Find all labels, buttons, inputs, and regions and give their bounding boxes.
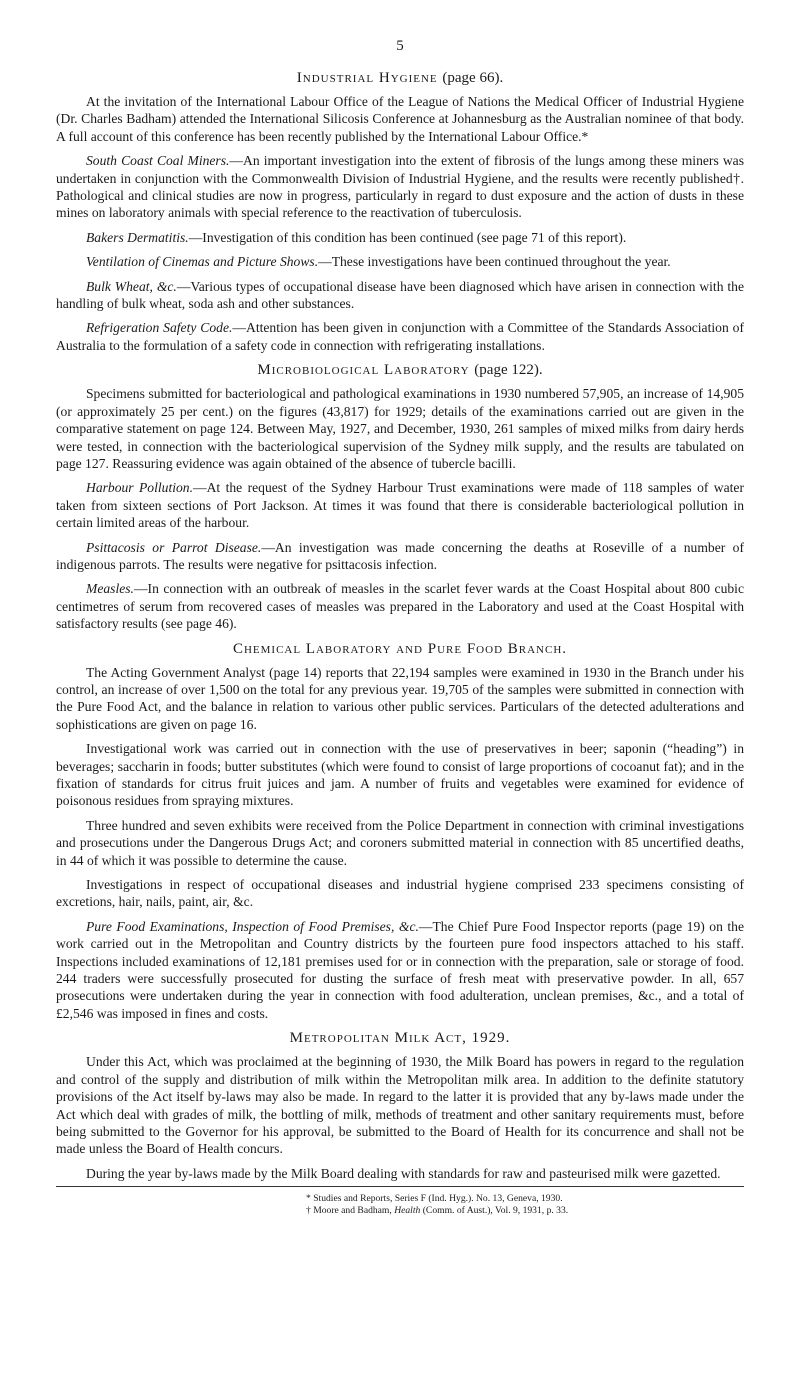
footnote-pre: * Studies and Reports, Series F (Ind. Hyg.). No. 13, Geneva, 1930.	[306, 1193, 563, 1205]
paragraph-lead: Ventilation of Cinemas and Picture Shows.	[86, 254, 319, 270]
paragraph-lead: Bulk Wheat, &c.	[86, 278, 177, 294]
paragraph	[56, 580, 744, 632]
footnote	[306, 1205, 744, 1217]
section-heading	[56, 70, 744, 87]
paragraph-lead: Pure Food Examinations, Inspection of Food Premises, &c.	[86, 918, 419, 934]
paragraph-text: —An investigation was made concerning the deaths at Roseville of a number of indigenous parrots. The results were negative for psittacosis infection.	[56, 539, 744, 572]
paragraph-text: —Attention has been given in conjunction with a Committee of the Standards Association of Australia to the formulation of a safety code in connection with refrigerating installations.	[56, 320, 744, 353]
footnote-pre: † Moore and Badham,	[306, 1205, 395, 1217]
paragraph-text: —Various types of occupational disease have been diagnosed which have arisen in connection with the handling of bulk wheat, soda ash and other substances.	[56, 278, 744, 312]
paragraph	[56, 385, 744, 472]
paragraph	[56, 1165, 744, 1182]
section-heading-text: Chemical Laboratory and Pure Food Branch.	[232, 640, 568, 657]
section-heading-text: Metropolitan Milk Act, 1929.	[289, 1030, 511, 1047]
paragraph-text: —An important investigation into the extent of fibrosis of the lungs among these miners was undertaken in conjunction with the Commonwealth Division of Industrial Hygiene, and the results were recently published†. Pathological and clinical studies are now in progress, particularly in regard to dust exposure and the action of dusts in these mines on laboratory animals with special reference to the reactivation of tuberculosis.	[56, 153, 744, 221]
paragraph	[56, 1053, 744, 1157]
paragraph-text: —Investigation of this condition has been continued (see page 71 of this report).	[188, 229, 627, 245]
section-page-reference: (page 122).	[474, 362, 543, 379]
section-heading	[56, 362, 744, 379]
paragraph-text: —At the request of the Sydney Harbour Trust examinations were made of 118 samples of water taken from sixteen sections of Port Jackson. At times it was found that there is considerable bacteriological pollution in certain limited areas of the harbour.	[56, 480, 744, 531]
paragraph-text: Investigational work was carried out in connection with the use of preservatives in beer; saponin (“heading”) in beverages; saccharin in foods; butter substitutes (which were found to consist of large proportions of cocoanut fat); and in the fixation of standards for citrus fruit juices and jam. A number of fruits and vegetables were examined for evidence of poisonous residues from spraying mixtures.	[56, 741, 744, 809]
paragraph-lead: South Coast Coal Miners.	[86, 153, 230, 169]
paragraph	[56, 664, 744, 734]
section-heading	[56, 1030, 744, 1047]
page-number: 5	[396, 38, 404, 54]
paragraph-lead: Bakers Dermatitis.	[86, 229, 189, 245]
paragraph	[56, 539, 744, 574]
paragraph-text: Specimens submitted for bacteriological and pathological examinations in 1930 numbered 57,905, an increase of 14,905 (or approximately 25 per cent.) on the figures (43,817) for 1929; details of the examinations carried out are given in the comparative statement on page 124. Between May, 1927, and December, 1930, 261 samples of mixed milks from dairy herds were tested, in connection with the bacteriological supervision of the Sydney milk supply, and the results are tabulated on page 127. Reassuring evidence was again obtained of the absence of tubercle bacilli.	[56, 386, 744, 471]
paragraph	[56, 319, 744, 354]
paragraph	[56, 817, 744, 869]
document-body	[56, 70, 744, 1182]
footnote-rule	[56, 1186, 744, 1187]
footnote-italic: Health	[394, 1205, 421, 1217]
paragraph-text: Investigations in respect of occupational diseases and industrial hygiene comprised 233 specimens consisting of excretions, hair, nails, paint, air, &c.	[56, 877, 744, 910]
footnote-post: (Comm. of Aust.), Vol. 9, 1931, p. 33.	[420, 1205, 569, 1217]
paragraph-text: At the invitation of the International Labour Office of the League of Nations the Medical Officer of Industrial Hygiene (Dr. Charles Badham) attended the International Silicosis Conference at Johannesburg as the Australian nominee of that body. A full account of this conference has been recently published by the International Labour Office.*	[56, 94, 744, 144]
section-heading-text: Industrial Hygiene	[296, 70, 438, 86]
section-heading	[56, 641, 744, 658]
paragraph	[56, 93, 744, 145]
paragraph-lead: Harbour Pollution.	[86, 480, 193, 496]
paragraph-lead: Refrigeration Safety Code.	[86, 320, 233, 336]
paragraph-text: Three hundred and seven exhibits were received from the Police Department in connection with criminal investigations and prosecutions under the Dangerous Drugs Act; and coroners submitted material in connection with 85 uncertified deaths, in 44 of which it was possible to determine the cause.	[56, 817, 744, 868]
footnote	[306, 1193, 744, 1205]
paragraph-lead: Psittacosis or Parrot Disease.	[86, 539, 262, 555]
paragraph	[56, 253, 744, 270]
paragraph	[56, 278, 744, 313]
paragraph	[56, 229, 744, 246]
paragraph	[56, 876, 744, 911]
paragraph	[56, 479, 744, 531]
paragraph-text: —These investigations have been continued throughout the year.	[318, 254, 671, 270]
paragraph-text: —The Chief Pure Food Inspector reports (page 19) on the work carried out in the Metropolitan and Country districts by the fourteen pure food inspectors attached to his staff. Inspections included examinations of 12,181 premises used for or in connection with the preparation, sale or storage of food. 244 traders were successfully prosecuted for dusting the surface of fresh meat with preservative powder. In all, 657 prosecutions were undertaken during the year in connection with food adulteration, unclean premises, &c., and a total of £2,546 was imposed in fines and costs.	[56, 918, 744, 1021]
paragraph-lead: Measles.	[86, 581, 134, 597]
paragraph	[56, 740, 744, 810]
paragraph	[56, 152, 744, 222]
paragraph	[56, 918, 744, 1022]
paragraph-text: The Acting Government Analyst (page 14) reports that 22,194 samples were examined in 1930 in the Branch under his control, an increase of over 1,500 on the total for any previous year. 19,705 of the samples were submitted in connection with the Pure Food Act, and the balance in relation to various other public services. Particulars of the detected adulterations and sophistications are given on page 16.	[56, 664, 744, 732]
paragraph-text: During the year by-laws made by the Milk Board dealing with standards for raw and pasteurised milk were gazetted.	[86, 1165, 721, 1181]
section-heading-text: Microbiological Laboratory	[257, 362, 470, 379]
footnotes	[56, 1193, 744, 1217]
section-page-reference: (page 66).	[442, 70, 504, 86]
paragraph-text: —In connection with an outbreak of measles in the scarlet fever wards at the Coast Hospital about 800 cubic centimetres of serum from recovered cases of measles was prepared in the Laboratory and used at the Coast Hospital with satisfactory results (see page 46).	[56, 581, 744, 632]
paragraph-text: Under this Act, which was proclaimed at the beginning of 1930, the Milk Board has powers in regard to the regulation and control of the supply and distribution of milk within the Metropolitan milk area. In addition to the definite statutory provisions of the Act itself by-laws may also be made. In regard to the latter it is provided that any by-laws made under the Act which deal with grades of milk, the bottling of milk, methods of treatment and other sanitary requirements must, before being submitted to the Governor for his approval, be submitted to the Board of Health for its concurrence and shall not be made unless the Board of Health concurs.	[56, 1054, 744, 1157]
